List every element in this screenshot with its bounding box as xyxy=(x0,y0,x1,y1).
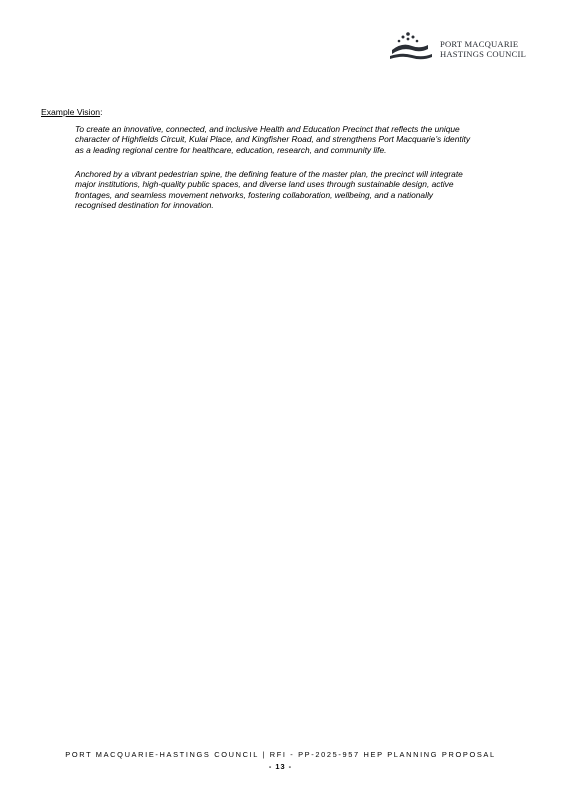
logo-line-2: HASTINGS COUNCIL xyxy=(440,49,527,59)
section-heading-text: Example Vision xyxy=(41,107,101,117)
paragraph-1-line: as a leading regional centre for healthcare, education, research, and community life. xyxy=(75,144,387,155)
page-number: - 13 - xyxy=(268,762,293,771)
paragraph-2-line: major institutions, high-quality public spaces, and diverse land uses through sustainable design, active xyxy=(75,179,454,190)
paragraph-2-line: recognised destination for innovation. xyxy=(75,200,214,211)
council-logo-icon xyxy=(388,28,436,64)
council-logo xyxy=(388,28,538,64)
logo-line-1: PORT MACQUARIE xyxy=(440,39,519,49)
vision-paragraph-1 xyxy=(75,124,535,155)
paragraph-2-line: Anchored by a vibrant pedestrian spine, the defining feature of the master plan, the precinct will integrate xyxy=(75,169,463,179)
section-heading xyxy=(41,107,102,118)
paragraph-1-line: To create an innovative, connected, and inclusive Health and Education Precinct that reflects the unique xyxy=(75,124,460,134)
vision-paragraph-2 xyxy=(75,169,535,211)
paragraph-1-line: character of Highfields Circuit, Kulai Place, and Kingfisher Road, and strengthens Port Macquarie’s identity xyxy=(75,134,471,145)
council-logo-text xyxy=(440,39,526,59)
paragraph-2-line: frontages, and seamless movement networks, fostering collaboration, wellbeing, and a nationally xyxy=(75,189,433,200)
page-footer: PORT MACQUARIE-HASTINGS COUNCIL | RFI - PP-2025-957 HEP PLANNING PROPOSAL xyxy=(65,750,496,759)
section-heading-suffix: : xyxy=(100,107,103,117)
